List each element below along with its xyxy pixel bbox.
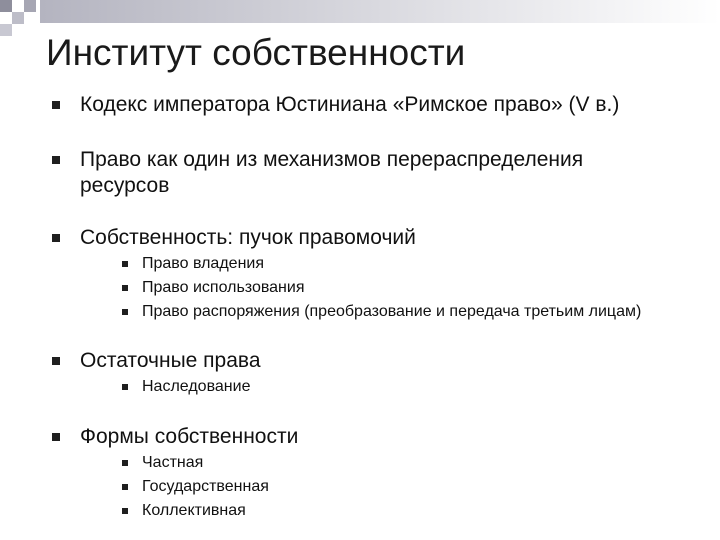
bullet-text: Остаточные права <box>80 349 261 372</box>
sub-bullet-square-icon <box>122 484 128 490</box>
bullet-item <box>80 147 583 199</box>
sub-bullet-text: Право распоряжения (преобразование и передача третьим лицам) <box>142 303 642 320</box>
bullet-text: Формы собственности <box>80 425 299 448</box>
bullet-text-line-2: ресурсов <box>80 174 170 197</box>
sub-bullet-item <box>142 300 641 324</box>
sub-bullet-text: Право использования <box>142 279 305 296</box>
sub-bullet-item <box>142 252 264 276</box>
bullet-item <box>80 424 298 450</box>
sub-bullet-item <box>142 276 305 300</box>
sub-bullet-square-icon <box>122 508 128 514</box>
sub-bullet-square-icon <box>122 384 128 390</box>
bullet-text: Собственность: пучок правомочий <box>80 226 416 249</box>
bullet-item <box>80 348 261 374</box>
sub-bullet-square-icon <box>122 309 128 315</box>
bullet-text-line-1: Право как один из механизмов перераспределения <box>80 148 584 171</box>
sub-bullet-item <box>142 451 203 475</box>
slide-title: Институт собственности <box>46 32 466 73</box>
bullet-text: Кодекс императора Юстиниана «Римское право» (V в.) <box>80 93 620 116</box>
sub-bullet-item <box>142 375 250 399</box>
sub-bullet-square-icon <box>122 285 128 291</box>
bullet-item <box>80 92 619 118</box>
sub-bullet-item <box>142 499 246 523</box>
bullet-square-icon <box>52 433 60 441</box>
sub-bullet-text: Право владения <box>142 255 264 272</box>
sub-bullet-item <box>142 475 269 499</box>
sub-bullet-text: Коллективная <box>142 502 246 519</box>
bullet-square-icon <box>52 156 60 164</box>
sub-bullet-square-icon <box>122 261 128 267</box>
bullet-square-icon <box>52 357 60 365</box>
bullet-square-icon <box>52 101 60 109</box>
sub-bullet-square-icon <box>122 460 128 466</box>
bullet-square-icon <box>52 234 60 242</box>
bullet-item <box>80 225 416 251</box>
sub-bullet-text: Частная <box>142 454 204 471</box>
sub-bullet-text: Государственная <box>142 478 269 495</box>
sub-bullet-text: Наследование <box>142 378 251 395</box>
